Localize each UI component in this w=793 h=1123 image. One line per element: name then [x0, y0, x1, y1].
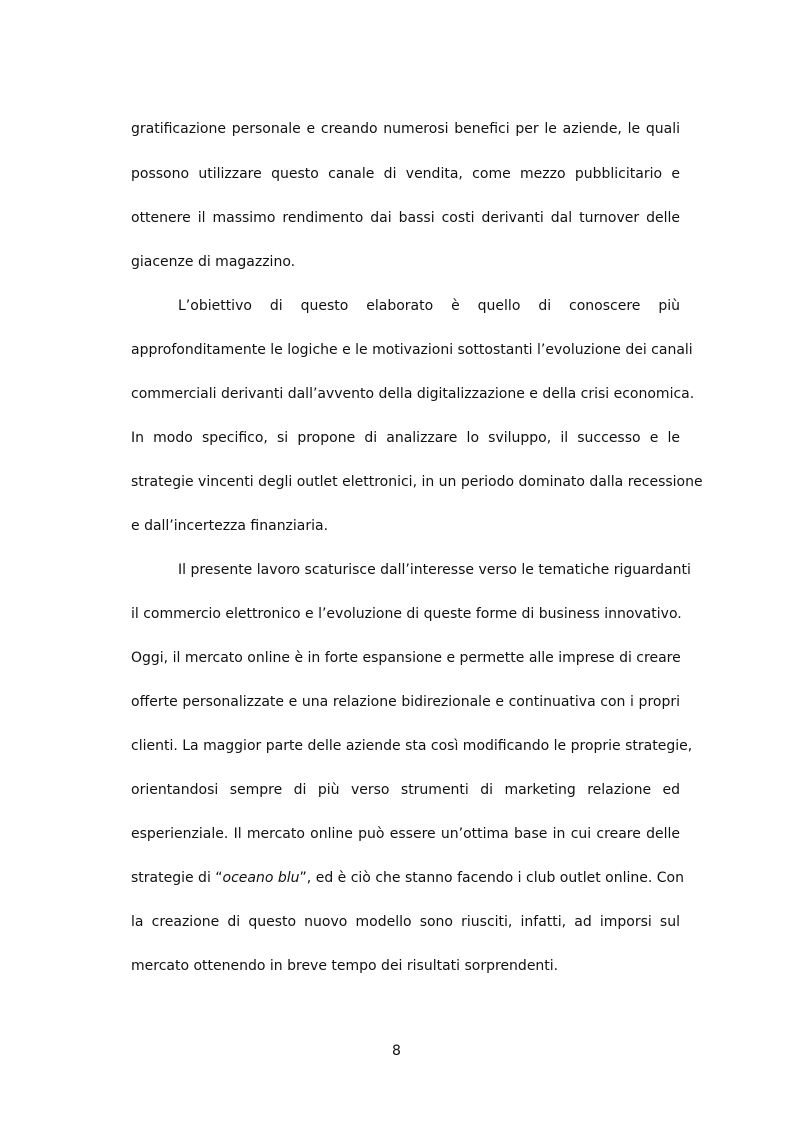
text-line: orientandosi sempre di più verso strumenti di marketing relazione ed — [131, 782, 680, 798]
text-line: mercato ottenendo in breve tempo dei risultati sorprendenti. — [131, 958, 559, 974]
page-number: 8 — [392, 1043, 401, 1059]
text-line: gratificazione personale e creando numerosi benefici per le aziende, le quali — [131, 121, 680, 137]
text-line: strategie vincenti degli outlet elettronici, in un periodo dominato dalla recessione — [131, 474, 703, 490]
text-line: approfonditamente le logiche e le motivazioni sottostanti l’evoluzione dei canali — [131, 342, 693, 358]
text-line: Il presente lavoro scaturisce dall’interesse verso le tematiche riguardanti — [178, 562, 691, 578]
text-line: offerte personalizzate e una relazione bidirezionale e continuativa con i propri — [131, 694, 680, 710]
text-line: e dall’incertezza finanziaria. — [131, 518, 329, 534]
text-line: il commercio elettronico e l’evoluzione di queste forme di business innovativo. — [131, 606, 682, 622]
text-line: giacenze di magazzino. — [131, 254, 296, 270]
text-line: esperienziale. Il mercato online può essere un’ottima base in cui creare delle — [131, 826, 680, 842]
text-segment: ”, ed è ciò che stanno facendo i club outlet online. Con — [299, 870, 684, 886]
text-line — [131, 868, 684, 888]
text-segment: strategie di “ — [131, 870, 223, 886]
text-line: clienti. La maggior parte delle aziende sta così modificando le proprie strategie, — [131, 738, 693, 754]
italic-term: oceano blu — [222, 870, 300, 886]
text-line: In modo specifico, si propone di analizzare lo sviluppo, il successo e le — [131, 430, 680, 446]
text-line: commerciali derivanti dall’avvento della digitalizzazione e della crisi economica. — [131, 386, 695, 402]
text-line: possono utilizzare questo canale di vendita, come mezzo pubblicitario e — [131, 166, 680, 182]
text-line: Oggi, il mercato online è in forte espansione e permette alle imprese di creare — [131, 650, 681, 666]
text-line: ottenere il massimo rendimento dai bassi costi derivanti dal turnover delle — [131, 210, 680, 226]
text-line: la creazione di questo nuovo modello sono riusciti, infatti, ad imporsi sul — [131, 914, 680, 930]
text-line: L’obiettivo di questo elaborato è quello di conoscere più — [178, 298, 680, 314]
